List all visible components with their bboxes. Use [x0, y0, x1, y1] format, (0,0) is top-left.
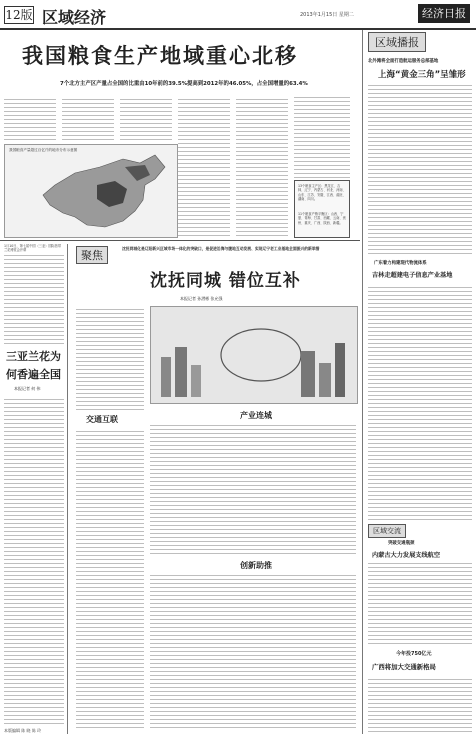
feature-tag: 聚焦: [76, 246, 108, 264]
brief2-text: [368, 284, 472, 520]
feature-headline: 沈抚同城 错位互补: [150, 271, 301, 291]
briefs-tag: 区域播报: [368, 32, 426, 52]
china-map-shape: [5, 145, 175, 235]
brief1-kicker: 北外滩将全面打造航运服务总部基地: [368, 59, 439, 64]
brief3-title: 内蒙古大力发展支线航空: [372, 552, 441, 559]
brief1-title: 上海“黄金三角”呈雏形: [378, 70, 466, 80]
orchid-intro-text: [4, 254, 64, 344]
lead-body-col-3: [120, 96, 172, 140]
column-divider-right: [362, 30, 363, 734]
lead-body-col-5: [236, 96, 288, 236]
note-balanced-regions: 11个粮食产销平衡区：山西、宁夏、青海、甘肃、西藏、云南、贵州、重庆、广西、陕西、新疆。: [298, 212, 346, 225]
brief4-title: 广西将加大交通新格局: [372, 663, 436, 671]
orchid-byline: 本报记者 何 伟: [14, 386, 41, 391]
feature-kicker: 沈抚同城化是辽阳新兴区域市场一体化的突破口，是促进沿海与腹地互动发展、实现辽宁老工业基地全面振兴的新举措: [122, 246, 320, 251]
brief4-text: [368, 676, 472, 732]
notes-box: [294, 180, 350, 238]
brief2-title: 吉林走超建电子信息产业基地: [372, 272, 453, 279]
feature-intro-text: [76, 306, 144, 410]
feature-transport-text: [76, 428, 144, 728]
feature-industry-text: [150, 424, 356, 554]
brief3-kicker: 突破交通瓶颈: [388, 541, 415, 546]
lead-body-col-4: [178, 96, 230, 236]
feature-sub-innovation: 创新助推: [240, 561, 272, 570]
lead-subhead: 7个北方主产区产量占全国的比重由10年前的39.5%提高到2012年的46.05%，占全国增量的63.4%: [60, 81, 308, 87]
lead-headline: 我国粮食生产地域重心北移: [22, 44, 298, 68]
exchange-tag: 区域交流: [368, 524, 406, 538]
lead-body-col-6: [294, 96, 350, 178]
column-divider-left: [67, 244, 68, 734]
city-illustration: [151, 307, 357, 403]
section-divider: [0, 240, 360, 241]
page-editors: 本版编辑 陈 晓 陈 玲: [4, 728, 42, 733]
feature-illustration: [150, 306, 358, 404]
orchid-body-text: [4, 396, 64, 724]
lead-body-col-1: [4, 96, 56, 140]
feature-sub-transport: 交通互联: [86, 415, 118, 424]
brief2-kicker: 广东着力构建现代物流体系: [374, 261, 427, 266]
feature-sub-industry: 产业连城: [240, 411, 272, 420]
map-caption: 我国粮食产量超过百亿斤的地市分布示意图: [9, 148, 78, 152]
orchid-dateline: 1月10日，第七届中国（三亚）国际热带兰花博览会开幕: [4, 244, 62, 253]
section-title: 区域经济: [42, 8, 107, 27]
lead-body-col-2: [62, 96, 114, 140]
paper-logo: 经济日报: [418, 4, 470, 23]
grain-map: [4, 144, 178, 238]
issue-date: 2013年1月15日 星期二: [300, 12, 354, 18]
feature-innovation-text: [150, 574, 356, 728]
brief3-text: [368, 562, 472, 644]
feature-byline: 本报记者 孙潜彬 张允强: [180, 296, 223, 301]
brief1-text: [368, 84, 472, 254]
brief4-kicker: 今年投750亿元: [396, 651, 432, 657]
note-main-producers: 13个粮食主产区：黑龙江、吉林、辽宁、内蒙古、河北、河南、山东、江苏、安徽、江西、湖北、湖南、四川。: [298, 184, 346, 201]
orchid-headline: 三亚兰花为何香遍全国: [6, 350, 61, 381]
page-number: 12版: [5, 8, 33, 22]
